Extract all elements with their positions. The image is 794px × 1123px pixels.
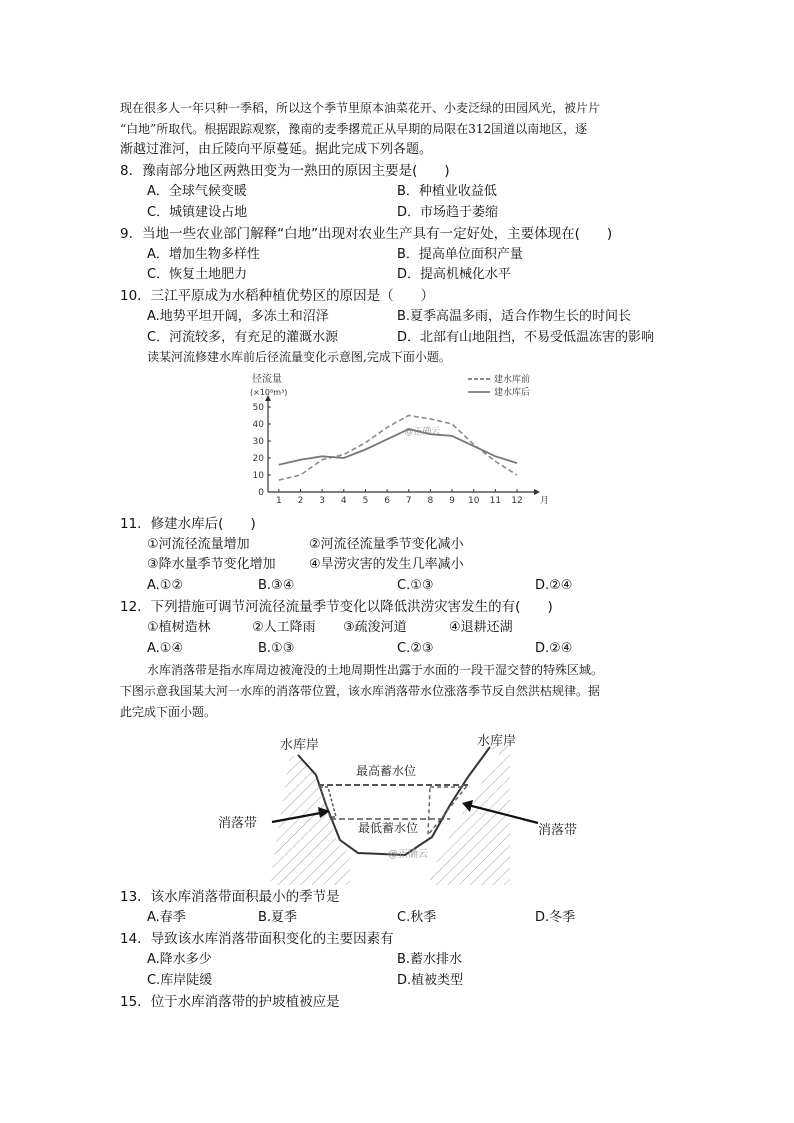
x-unit-label: 月 (540, 496, 550, 505)
q9-option-d[interactable]: D．提高机械化水平 (397, 267, 512, 282)
q13-option-a[interactable]: A.春季 (147, 910, 186, 925)
x-tick-label: 3 (319, 496, 325, 505)
q13-option-d[interactable]: D.冬季 (535, 910, 576, 925)
q12-statement-2: ②人工降雨 (252, 620, 316, 635)
left-zone-label: 消落带 (218, 816, 258, 831)
q13-stem: 13．该水库消落带面积最小的季节是 (120, 889, 340, 905)
q8-option-c[interactable]: C．城镇建设占地 (147, 205, 248, 220)
intro-line-1: 现在很多人一年只种一季稻，所以这个季节里原本油菜花开、小麦泛绿的田园风光，被片片 (120, 101, 601, 115)
q8-option-d[interactable]: D．市场趋于萎缩 (397, 205, 499, 220)
x-tick-label: 5 (362, 496, 369, 505)
legend-label-1: 建水库前 (494, 375, 531, 385)
y-axis-title: 径流量 (252, 374, 282, 385)
x-tick-label: 11 (489, 496, 502, 505)
x-axis-arrow (534, 489, 540, 495)
lowest-level-label: 最低蓄水位 (358, 821, 419, 835)
q8-stem: 8．豫南部分地区两熟田变为一熟田的原因主要是( ) (120, 163, 450, 179)
q12-statement-1: ①植树造林 (147, 620, 211, 635)
q12-statement-3: ③疏浚河道 (343, 620, 407, 635)
q14-option-a[interactable]: A.降水多少 (147, 952, 212, 967)
intro-line-3: 渐越过淮河，由丘陵向平原蔓延。据此完成下列各题。 (120, 142, 433, 157)
q9-option-b[interactable]: B．提高单位面积产量 (397, 247, 523, 262)
q10-option-b[interactable]: B.夏季高温多雨，适合作物生长的时间长 (397, 309, 632, 324)
q11-option-b[interactable]: B.③④ (258, 578, 295, 593)
q10-stem: 10．三江平原成为水稻种植优势区的原因是（ ） (120, 288, 435, 304)
y-tick-label: 0 (258, 488, 264, 498)
x-tick-label: 1 (275, 496, 282, 505)
y-tick-label: 20 (252, 454, 264, 464)
q14-option-b[interactable]: B.蓄水排水 (397, 952, 463, 967)
q14-stem: 14．导致该水库消落带面积变化的主要因素有 (120, 931, 394, 947)
q12-option-a[interactable]: A.①④ (147, 641, 184, 656)
q8-option-b[interactable]: B．种植业收益低 (397, 184, 497, 199)
right-bank-label: 水库岸 (477, 734, 517, 749)
x-tick-label: 2 (297, 496, 304, 505)
x-tick-label: 4 (340, 496, 347, 505)
series-line-2 (279, 429, 517, 465)
y-axis-unit: (×10⁸m³) (250, 388, 288, 397)
legend-label-2: 建水库后 (494, 388, 531, 398)
q14-option-d[interactable]: D.植被类型 (397, 973, 464, 988)
y-tick-label: 10 (252, 471, 264, 481)
reservoir-diagram (200, 725, 600, 890)
q11-statement-2: ②河流径流量季节变化减小 (309, 537, 464, 552)
q11-option-d[interactable]: D.②④ (535, 578, 573, 593)
right-zone-label: 消落带 (538, 823, 578, 838)
q12-option-d[interactable]: D.②④ (535, 641, 573, 656)
q10-option-d[interactable]: D．北部有山地阻挡，不易受低温冻害的影响 (397, 330, 655, 345)
series-line-1 (279, 416, 517, 481)
reservoir-intro-line-3: 此完成下面小题。 (120, 705, 217, 719)
runoff-line-chart (250, 370, 555, 505)
q10-option-c[interactable]: C．河流较多，有充足的灌溉水源 (147, 330, 339, 345)
q11-statement-3: ③降水量季节变化增加 (147, 557, 276, 572)
q11-stem: 11．修建水库后( ) (120, 516, 256, 532)
x-tick-label: 6 (384, 496, 390, 505)
x-tick-label: 9 (449, 496, 455, 505)
chart-watermark: @正确云 (404, 427, 441, 438)
q12-stem: 12．下列措施可调节河流径流量季节变化以降低洪涝灾害发生的有( ) (120, 599, 553, 615)
x-tick-label: 10 (467, 496, 480, 505)
q13-option-c[interactable]: C.秋季 (397, 910, 437, 925)
y-tick-label: 30 (252, 437, 264, 447)
q15-stem: 15．位于水库消落带的护坡植被应是 (120, 994, 340, 1010)
q11-statement-4: ④旱涝灾害的发生几率减小 (309, 557, 464, 572)
right-bank-hatching (430, 745, 510, 885)
diagram-watermark: @正确云 (388, 849, 428, 860)
x-tick-label: 8 (427, 496, 434, 505)
reservoir-intro-line-1: 水库消落带是指水库周边被淹没的土地周期性出露于水面的一段干湿交替的特殊区域。 (147, 663, 604, 677)
q12-option-c[interactable]: C.②③ (397, 641, 434, 656)
y-tick-label: 40 (252, 420, 264, 430)
x-tick-label: 7 (405, 496, 412, 505)
q14-option-c[interactable]: C.库岸陡缓 (147, 973, 213, 988)
left-bank-label: 水库岸 (280, 738, 320, 753)
intro-line-2: “白地”所取代。根据跟踪观察，豫南的麦季撂荒正从早期的局限在312国道以南地区，逐 (120, 122, 588, 136)
q11-statement-1: ①河流径流量增加 (147, 537, 250, 552)
q8-option-a[interactable]: A．全球气候变暖 (147, 184, 247, 199)
q12-statement-4: ④退耕还湖 (449, 620, 513, 635)
q13-option-b[interactable]: B.夏季 (258, 910, 298, 925)
y-tick-label: 50 (252, 403, 264, 413)
q12-option-b[interactable]: B.①③ (258, 641, 295, 656)
q11-option-a[interactable]: A.①② (147, 578, 184, 593)
chart-intro: 读某河流修建水库前后径流量变化示意图,完成下面小题。 (147, 350, 451, 364)
highest-level-label: 最高蓄水位 (356, 764, 417, 778)
reservoir-intro-line-2: 下图示意我国某大河一水库的消落带位置，该水库消落带水位涨落季节反自然洪枯规律。据 (120, 684, 601, 698)
q9-option-c[interactable]: C．恢复土地肥力 (147, 267, 248, 282)
q9-stem: 9．当地一些农业部门解释“白地”出现对农业生产具有一定好处，主要体现在( ) (120, 226, 613, 242)
x-tick-label: 12 (511, 496, 523, 505)
q11-option-c[interactable]: C.①③ (397, 578, 434, 593)
q10-option-a[interactable]: A.地势平坦开阔，多冻土和沼泽 (147, 309, 329, 324)
q9-option-a[interactable]: A．增加生物多样性 (147, 247, 260, 262)
